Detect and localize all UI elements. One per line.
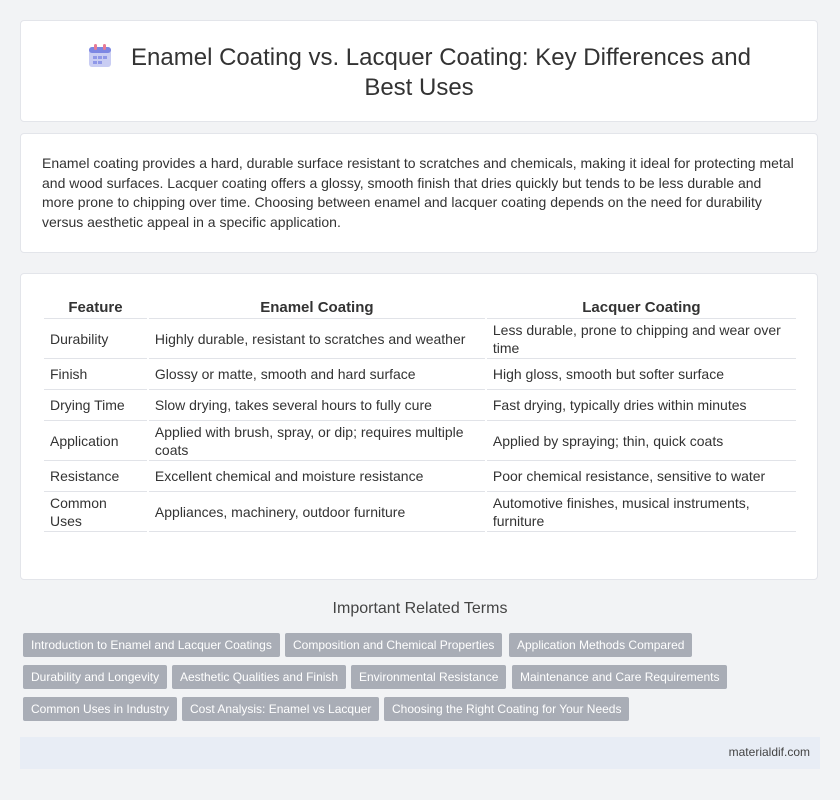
title-card bbox=[20, 20, 818, 122]
row-lacquer: High gloss, smooth but softer surface bbox=[487, 359, 796, 390]
row-feature: Drying Time bbox=[44, 390, 147, 421]
page-title bbox=[61, 43, 777, 103]
table-row bbox=[44, 390, 796, 421]
intro-card bbox=[20, 133, 818, 253]
table-row bbox=[44, 319, 796, 359]
row-enamel: Highly durable, resistant to scratches and weather bbox=[149, 319, 485, 359]
row-lacquer: Less durable, prone to chipping and wear over time bbox=[487, 319, 796, 359]
related-term-tag[interactable]: Application Methods Compared bbox=[509, 633, 692, 657]
related-term-tag[interactable]: Durability and Longevity bbox=[23, 665, 167, 689]
row-enamel: Appliances, machinery, outdoor furniture bbox=[149, 492, 485, 532]
row-lacquer: Automotive finishes, musical instruments, furniture bbox=[487, 492, 796, 532]
related-term-tag[interactable]: Composition and Chemical Properties bbox=[285, 633, 502, 657]
row-enamel: Slow drying, takes several hours to fully cure bbox=[149, 390, 485, 421]
table-row bbox=[44, 359, 796, 390]
row-feature: Durability bbox=[44, 319, 147, 359]
related-term-tag[interactable]: Maintenance and Care Requirements bbox=[512, 665, 727, 689]
related-term-tag[interactable]: Cost Analysis: Enamel vs Lacquer bbox=[182, 697, 379, 721]
row-enamel: Applied with brush, spray, or dip; requires multiple coats bbox=[149, 421, 485, 461]
comparison-card bbox=[20, 273, 818, 580]
footer-site-link[interactable]: materialdif.com bbox=[728, 745, 810, 759]
header-lacquer: Lacquer Coating bbox=[487, 296, 796, 319]
table-row bbox=[44, 461, 796, 492]
related-term-tag[interactable]: Choosing the Right Coating for Your Needs bbox=[384, 697, 629, 721]
related-term-tag[interactable]: Common Uses in Industry bbox=[23, 697, 177, 721]
intro-paragraph: Enamel coating provides a hard, durable surface resistant to scratches and chemicals, making it ideal for protecting metal and wood surfaces. Lacquer coating offers a glossy, smooth finish that dries quickly but tends to be less durable and more prone to chipping over time. Choosing between enamel and lacquer coating depends on the need for durability versus aesthetic appeal in a specific application. bbox=[42, 155, 794, 230]
table-header-row bbox=[44, 296, 796, 319]
related-term-tag[interactable]: Environmental Resistance bbox=[351, 665, 506, 689]
row-lacquer: Fast drying, typically dries within minutes bbox=[487, 390, 796, 421]
calendar-icon bbox=[87, 43, 113, 69]
table-row bbox=[44, 492, 796, 532]
row-feature: Finish bbox=[44, 359, 147, 390]
table-row bbox=[44, 421, 796, 461]
row-feature: Common Uses bbox=[44, 492, 147, 532]
footer bbox=[20, 737, 820, 769]
header-enamel: Enamel Coating bbox=[149, 296, 485, 319]
row-lacquer: Applied by spraying; thin, quick coats bbox=[487, 421, 796, 461]
related-term-tag[interactable]: Aesthetic Qualities and Finish bbox=[172, 665, 346, 689]
row-enamel: Excellent chemical and moisture resistance bbox=[149, 461, 485, 492]
row-feature: Application bbox=[44, 421, 147, 461]
row-enamel: Glossy or matte, smooth and hard surface bbox=[149, 359, 485, 390]
page-title-text: Enamel Coating vs. Lacquer Coating: Key Differences and Best Uses bbox=[131, 44, 751, 101]
comparison-table bbox=[42, 296, 798, 532]
header-feature: Feature bbox=[44, 296, 147, 319]
related-term-tag[interactable]: Introduction to Enamel and Lacquer Coatings bbox=[23, 633, 280, 657]
related-terms-heading: Important Related Terms bbox=[332, 600, 508, 617]
row-feature: Resistance bbox=[44, 461, 147, 492]
row-lacquer: Poor chemical resistance, sensitive to water bbox=[487, 461, 796, 492]
